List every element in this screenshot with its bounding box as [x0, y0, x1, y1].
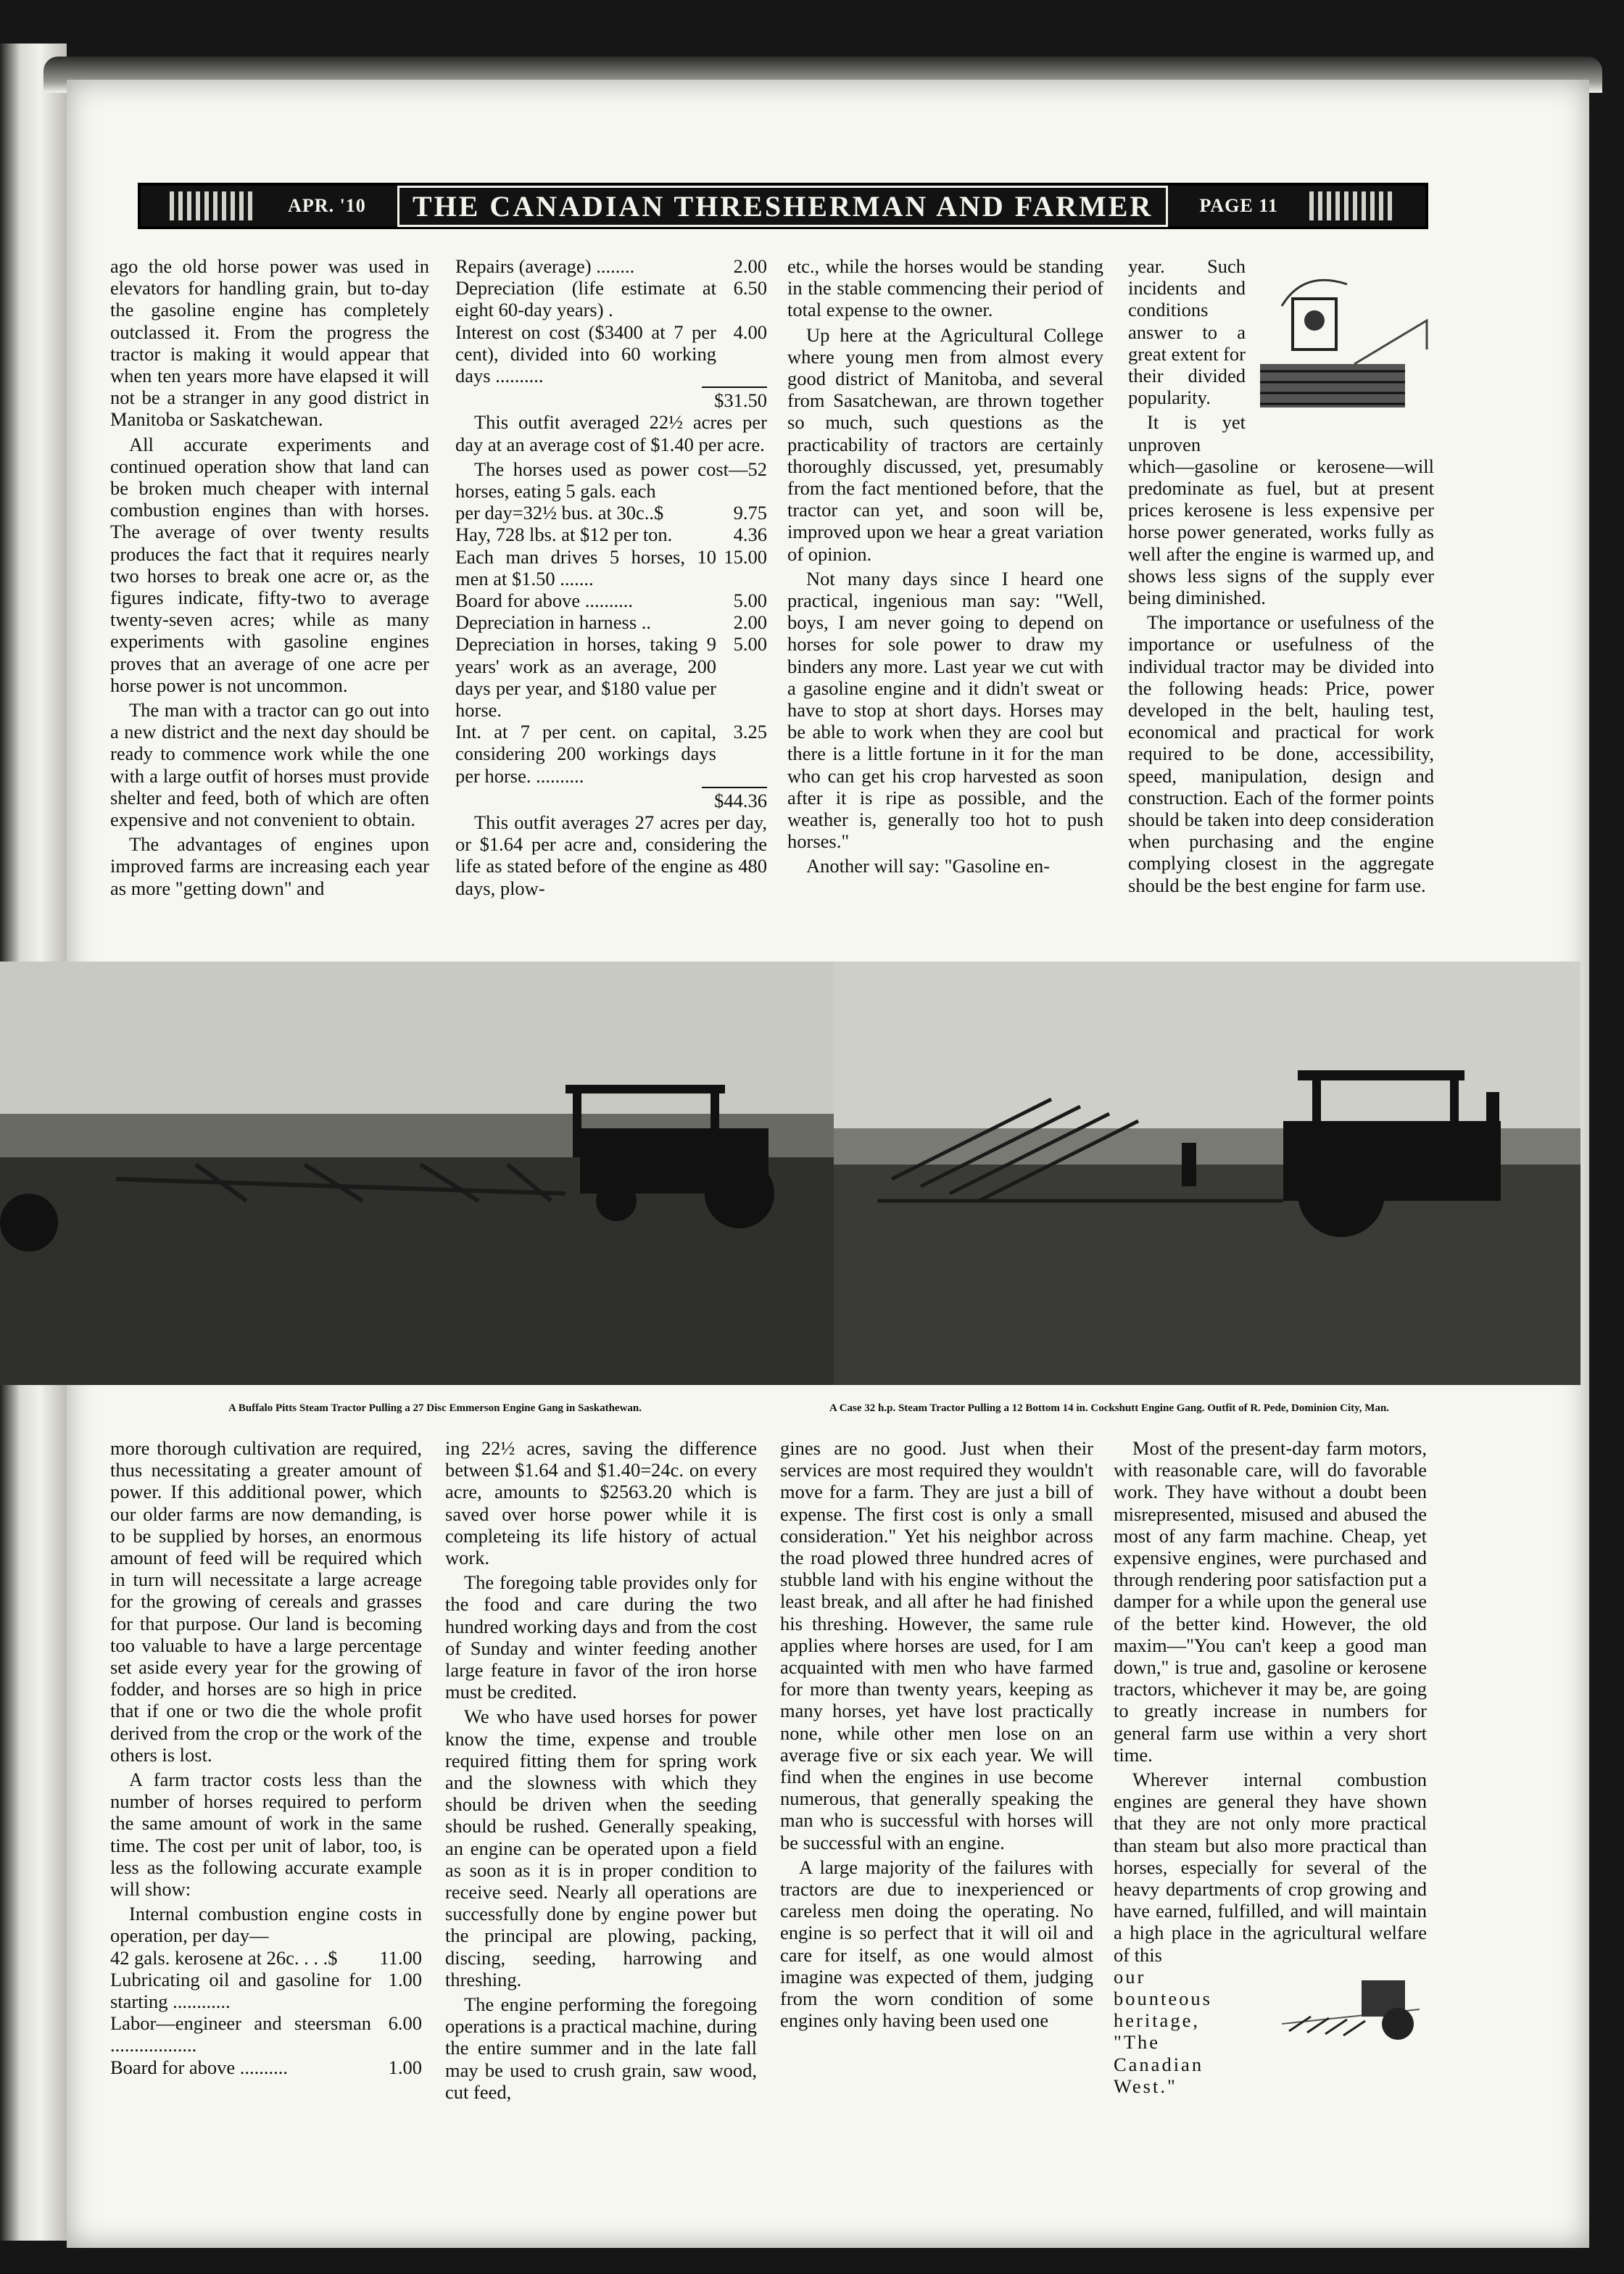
bottom-column-3	[780, 1437, 1093, 2031]
paragraph: Wherever internal combustion engines are general they have shown that they are not only more practical than steam but also more practical than horses, especially for several of the heavy departments of crop growing and have earned, fulfilled, and will maintain a high place in the agricultural welfare of this	[1114, 1769, 1427, 1966]
paragraph: year. Such incidents and conditions answer to a great extent for their divided popularity.	[1128, 255, 1246, 409]
paragraph: The foregoing table provides only for the food and care during the two hundred working days and from the cost of Sunday and winter feeding another large feature in favor of the iron horse must be credited.	[445, 1571, 757, 1703]
paragraph: This outfit averaged 22½ acres per day at an average cost of $1.40 per acre.	[455, 411, 767, 455]
photo-case-steam-tractor	[834, 962, 1580, 1385]
paragraph: gines are no good. Just when their services are most required they wouldn't move for a farm. They are just a bill of expense. The first cost is only a small consideration." Yet his neighbor across the road plowed three hundred acres of stubble land with his engine without the least break, and all after he had finished his threshing. However, the same rule applies where horses are used, for I am acquainted with men who have farmed for more than twenty years, keeping as many horses, yet have lost practically none, while other men lose on an average five or six each year. We will find when the engines in use become numerous, that generally speaking the man who is successful with horses will be successful with an engine.	[780, 1437, 1093, 1853]
top-column-4	[1128, 255, 1434, 896]
masthead-ornament-left	[170, 191, 257, 220]
bottom-column-1	[110, 1437, 422, 2078]
paragraph: our bounteous heritage, "The Canadian West."	[1114, 1965, 1212, 2097]
cost-row: Depreciation in harness .. 2.00	[455, 611, 767, 634]
cost-row: 42 gals. kerosene at 26c. . . .$ 11.00	[110, 1946, 422, 1969]
paragraph: The importance or usefulness of the importance or usefulness of the individual tractor may be divided into the following heads: Price, power developed in the belt, hauling test, economical and practical for work required to be done, accessibility, speed, manipulation, design and construction. Each of the former points should be taken into deep consideration when purchasing and the engine complying closest in the aggregate should be the best engine for farm use.	[1128, 611, 1434, 896]
cost-total: $31.50	[702, 386, 767, 411]
cost-row: Hay, 728 lbs. at $12 per ton. 4.36	[455, 524, 767, 546]
masthead	[138, 183, 1428, 229]
paragraph: ing 22½ acres, saving the difference between $1.64 and $1.40=24c. on every acre, amounts to $2563.20 which is saved over horse power while it is completeing its life history of actual work.	[445, 1437, 757, 1569]
paragraph: The advantages of engines upon improved farms are increasing each year as more "getting down" and	[110, 833, 429, 899]
tractor-icon	[1253, 255, 1434, 437]
photo-caption-right: A Case 32 h.p. Steam Tractor Pulling a 12 Bottom 14 in. Cockshutt Engine Gang. Outfit of R. Pede, Dominion City, Man.	[829, 1402, 1390, 1414]
cost-row: Repairs (average) ........ 2.00	[455, 255, 767, 277]
page-number: PAGE 11	[1199, 195, 1278, 216]
bottom-column-2	[445, 1437, 757, 2103]
paragraph: A large majority of the failures with tractors are due to inexperienced or careless men doing the operating. No engine is so perfect that it will oil and care for itself, as one would almost imagine was expected of them, judging from the worn condition of some engines only having been used one	[780, 1856, 1093, 2032]
cost-row: Int. at 7 per cent. on capital, considering 200 workings days per horse. .......... 3.25	[455, 721, 767, 787]
masthead-ornament-right	[1309, 191, 1396, 220]
bottom-column-4	[1114, 1437, 1427, 2097]
cost-row: Interest on cost ($3400 at 7 per cent), divided into 60 working days .......... 4.00	[455, 321, 767, 387]
paragraph: All accurate experiments and continued operation show that land can be broken much cheaper with internal combustion engines than with horses. The average of over twenty results produces the fact that it requires nearly two horses to break one acre or, as the figures indicate, fifty-two to average twenty-seven acres; while as many experiments with gasoline engines proves that an average of one acre per horse power is not uncommon.	[110, 433, 429, 696]
cost-row: Board for above .......... 5.00	[455, 590, 767, 612]
publication-title: THE CANADIAN THRESHERMAN AND FARMER	[397, 186, 1168, 227]
paragraph: We who have used horses for power know the time, expense and trouble required fitting them for spring work and the slowness with which they should be driven when the seeding should be rushed. Generally speaking, an engine can be operated upon a field as soon as it is in proper condition to receive seed. Nearly all operations are successfully done by engine power but the principal are plowing, packing, discing, seeding, harrowing and threshing.	[445, 1706, 757, 1990]
paragraph: Not many days since I heard one practical, ingenious man say: "Well, boys, I am never going to depend on horses for sole power to draw my binders any more. Last year we cut with a gasoline engine and it didn't sweat or have to stop at short days. Horses may be able to work when they are cool but there is a little fortune in it for the man who can get his crop harvested as soon after it is ripe as possible, and the weather is, generally too hot to push horses."	[787, 567, 1103, 853]
paragraph: This outfit averages 27 acres per day, or $1.64 per acre and, considering the life as stated before of the engine as 480 days, plow-	[455, 811, 767, 899]
plow-vignette-illustration	[1275, 1966, 1427, 2053]
cost-row: Depreciation (life estimate at eight 60-day years) . 6.50	[455, 277, 767, 321]
cost-row: Lubricating oil and gasoline for starting ............ 1.00	[110, 1968, 422, 2013]
paragraph: It is yet unproven which—gasoline or kerosene—will predominate as fuel, but at present prices kerosene is less expensive per horse power generated, works fully as well after the engine is warmed up, and shows less signs of the supply ever being diminished.	[1128, 411, 1434, 609]
paragraph: The man with a tractor can go out into a new district and the next day should be ready to commence work while the one with a large outfit of horses must provide shelter and feed, both of which are often expensive and not convenient to obtain.	[110, 699, 429, 831]
photo-caption-left: A Buffalo Pitts Steam Tractor Pulling a 27 Disc Emmerson Engine Gang in Saskathewan.	[228, 1402, 642, 1414]
plow-tractor-icon	[1275, 1966, 1427, 2053]
paragraph: ago the old horse power was used in elevators for handling grain, but to-day the gasoline engine has completely outclassed it. From the progress the tractor is making it would appear that when ten years more have elapsed it will not be a stranger in any good district in Manitoba or Saskatchewan.	[110, 255, 429, 431]
paragraph: A farm tractor costs less than the number of horses required to perform the same amount of work in the same time. The cost per unit of labor, too, is less as the following accurate example will show:	[110, 1769, 422, 1901]
cost-row: Labor—engineer and steersman .................. 6.00	[110, 2012, 422, 2056]
paragraph: The horses used as power cost—52 horses, eating 5 gals. each	[455, 458, 767, 503]
paragraph: Up here at the Agricultural College where young men from almost every good district of Manitoba, and several from Sasatchewan, are thrown together so much, such questions as the practicability of tractors are certainly thoroughly discussed, yet, presumably from the fact mentioned before, that the tractor can yet, and soon will be, improved upon we hear a great variation of opinion.	[787, 323, 1103, 565]
top-column-1	[110, 255, 429, 899]
cost-row: Each man drives 5 horses, 10 men at $1.50 ....... 15.00	[455, 545, 767, 590]
top-column-2	[455, 255, 767, 899]
paragraph: The engine performing the foregoing operations is a practical machine, during the entire summer and in the late fall may be used to crush grain, saw wood, cut feed,	[445, 1993, 757, 2103]
issue-date: APR. '10	[288, 195, 366, 216]
cost-total: $44.36	[702, 787, 767, 811]
closing-with-vignette	[1114, 1966, 1427, 2097]
paragraph: Internal combustion engine costs in operation, per day—	[110, 1903, 422, 1947]
photo-buffalo-pitts-tractor	[0, 962, 834, 1385]
paragraph: Most of the present-day farm motors, with reasonable care, will do favorable work. They have without a doubt been misrepresented, misused and abused the most of any farm machine. Cheap, yet expensive engines, were purchased and through rendering poor satisfaction put a damper for a while upon the general use of the better kind. However, the old maxim—"You can't keep a good man down," is true and, gasoline or kerosene tractors, whichever it may be, are going to greatly increase in numbers for general farm use within a very short time.	[1114, 1437, 1427, 1766]
paragraph: Another will say: "Gasoline en-	[806, 855, 1051, 877]
paragraph: more thorough cultivation are required, thus necessitating a greater amount of power. If this additional power, which our older farms are now demanding, is to be supplied by horses, an enormous amount of feed will be required which in turn will necessitate a large acreage for the growing of cereals and grasses for that purpose. Our land is becoming too valuable to have a large percentage set aside every year for the growing of fodder, and horses are so high in price that if one or two die the whole profit derived from the crop or the work of the others is lost.	[110, 1437, 422, 1766]
cost-row: Board for above .......... 1.00	[110, 2056, 422, 2078]
tractor-vignette-illustration	[1253, 255, 1434, 437]
tractor-photo-left	[0, 962, 834, 1385]
tractor-photo-right	[834, 962, 1580, 1385]
paragraph: etc., while the horses would be standing in the stable commencing their period of total expense to the owner.	[787, 255, 1103, 321]
cost-row: Depreciation in horses, taking 9 years' work as an average, 200 days per year, and $180 value per horse. 5.00	[455, 633, 767, 722]
top-column-3	[787, 255, 1103, 877]
cost-row: per day=32½ bus. at 30c..$ 9.75	[455, 502, 767, 524]
